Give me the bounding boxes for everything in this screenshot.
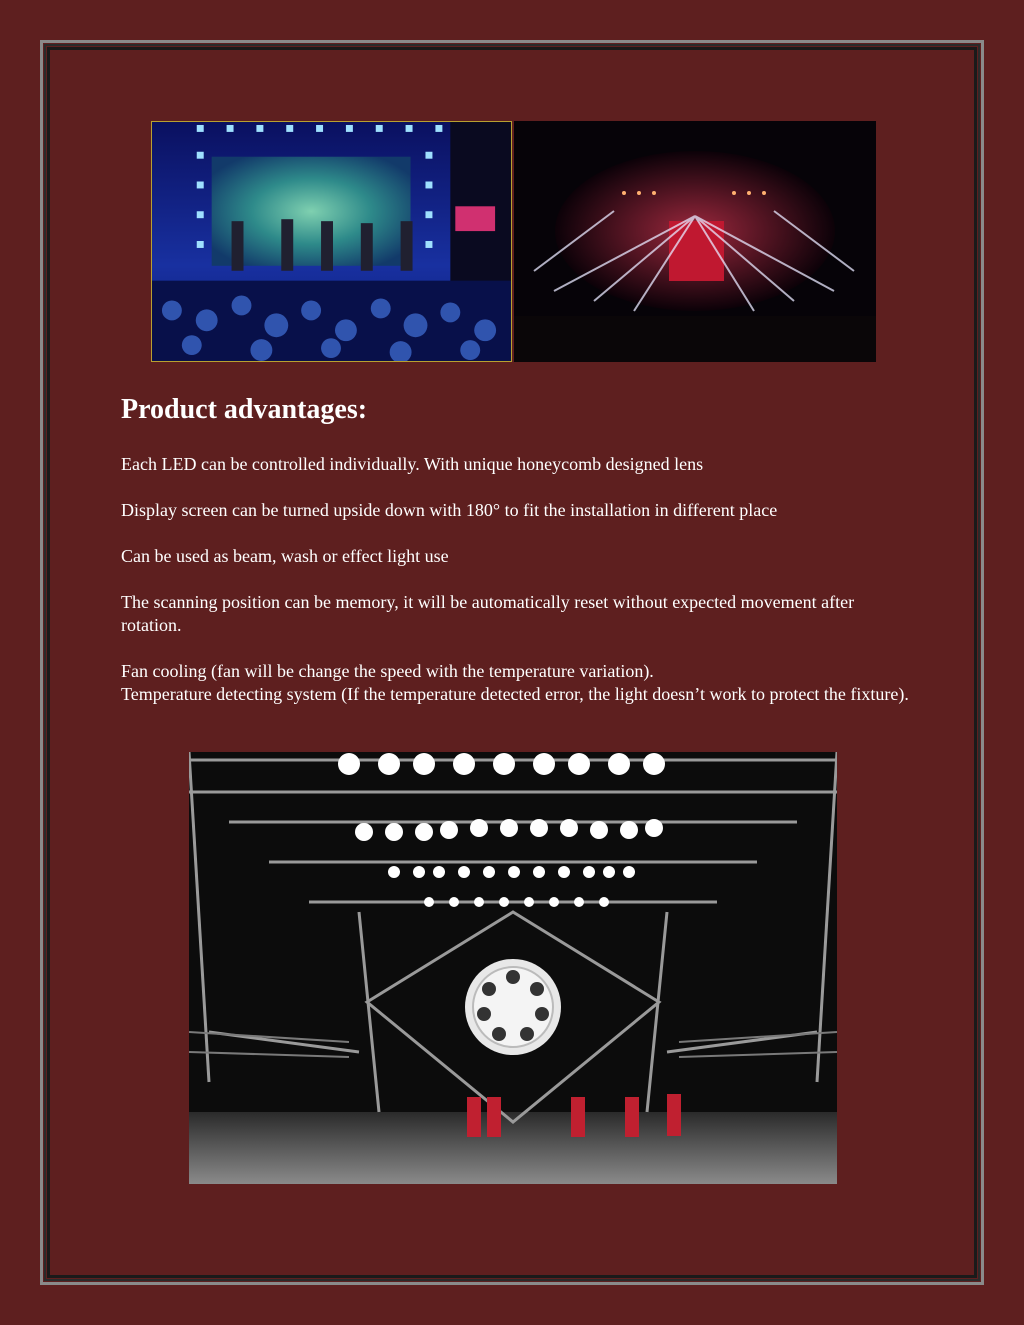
studio-truss-rig-photo xyxy=(189,752,837,1184)
product-advantages-section xyxy=(121,393,911,729)
advantage-paragraph: Each LED can be controlled individually. With unique honeycomb designed lens xyxy=(121,454,704,474)
advantage-paragraph: Fan cooling (fan will be change the speed with the temperature variation). xyxy=(121,661,654,681)
section-heading: Product advantages: xyxy=(121,394,368,425)
concert-stage-photo xyxy=(151,121,512,362)
advantage-paragraph: Display screen can be turned upside down with 180° to fit the installation in different place xyxy=(121,500,778,520)
advantage-paragraph: Can be used as beam, wash or effect light use xyxy=(121,546,449,566)
advantage-paragraph: The scanning position can be memory, it will be automatically reset without expected movement after rotation. xyxy=(121,592,855,635)
advantage-paragraph: Temperature detecting system (If the temperature detected error, the light doesn’t work to protect the fixture). xyxy=(121,684,909,704)
concert-beam-lights-photo xyxy=(514,121,876,362)
